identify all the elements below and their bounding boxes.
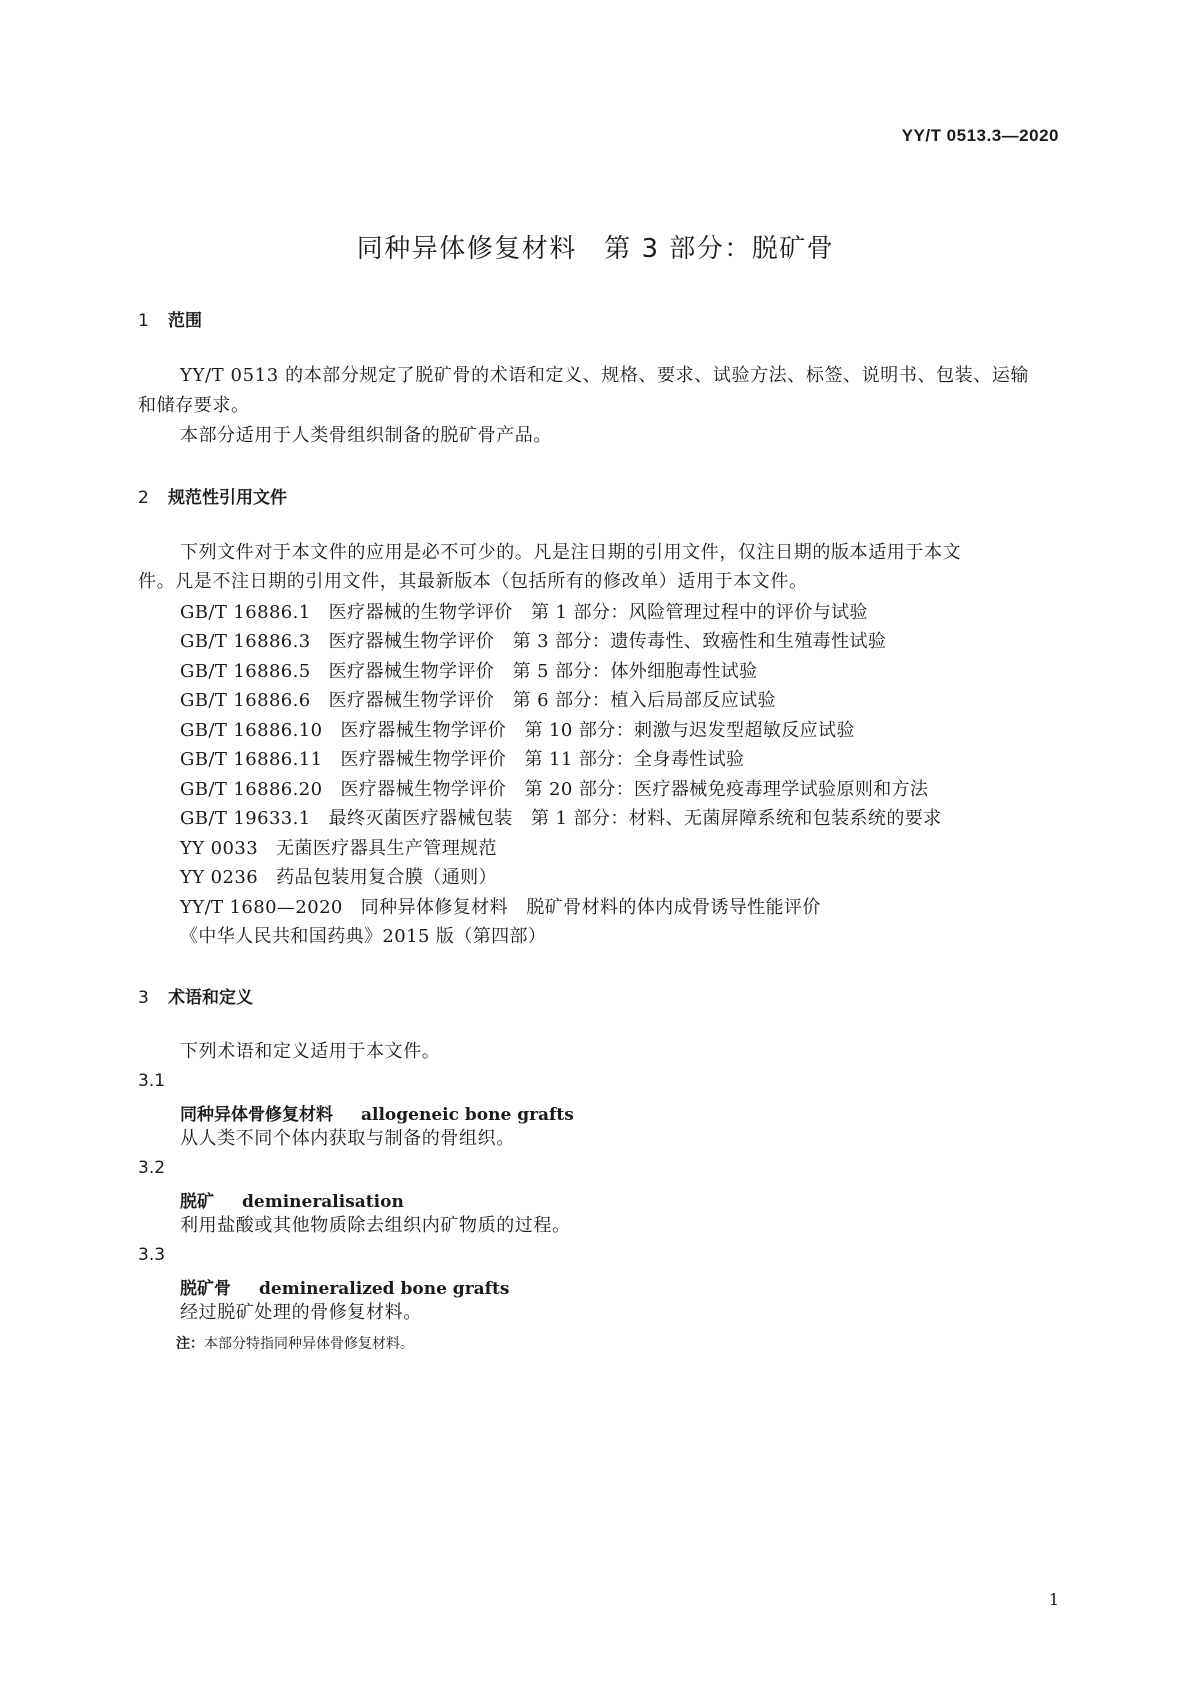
term-en: allogeneic bone grafts (361, 1105, 574, 1125)
term-number: 3.2 (138, 1158, 166, 1178)
reference-title: 同种异体修复材料 脱矿骨材料的体内成骨诱导性能评价 (360, 897, 821, 918)
terms-intro: 下列术语和定义适用于本文件。 (180, 1041, 441, 1062)
reference-item (180, 893, 821, 919)
reference-item (180, 627, 886, 653)
term-entry (180, 1100, 574, 1125)
term-en: demineralisation (242, 1192, 404, 1212)
scope-paragraph-line-2: 和储存要求。 (138, 395, 250, 416)
reference-code: GB/T 16886.5 (180, 661, 311, 682)
reference-code: YY 0033 (180, 838, 259, 859)
term-entry (180, 1274, 509, 1299)
reference-code: GB/T 16886.10 (180, 720, 323, 741)
reference-item (180, 804, 942, 830)
section-title: 规范性引用文件 (168, 488, 287, 508)
term-entry (180, 1187, 404, 1212)
section-number: 3 (138, 988, 149, 1008)
section-number: 2 (138, 488, 149, 508)
term-zh: 脱矿 (180, 1192, 214, 1212)
reference-title: 药品包装用复合膜（通则） (276, 867, 497, 888)
reference-item (180, 863, 497, 889)
scope-paragraph-applicability: 本部分适用于人类骨组织制备的脱矿骨产品。 (180, 425, 552, 446)
term-definition: 利用盐酸或其他物质除去组织内矿物质的过程。 (180, 1215, 571, 1236)
reference-title: 医疗器械生物学评价 第 6 部分：植入后局部反应试验 (328, 690, 776, 711)
reference-title: 无菌医疗器具生产管理规范 (276, 838, 497, 859)
reference-title: 医疗器械生物学评价 第 20 部分：医疗器械免疫毒理学试验原则和方法 (340, 779, 929, 800)
reference-title: 医疗器械生物学评价 第 11 部分：全身毒性试验 (340, 749, 745, 770)
page-number: 1 (1048, 1590, 1059, 1609)
term-definition: 经过脱矿处理的骨修复材料。 (180, 1302, 422, 1323)
reference-title: 《中华人民共和国药典》2015 版（第四部） (180, 926, 547, 947)
reference-code: GB/T 16886.1 (180, 602, 311, 623)
reference-item (180, 745, 744, 771)
section-title: 术语和定义 (168, 988, 253, 1008)
reference-title: 医疗器械生物学评价 第 3 部分：遗传毒性、致癌性和生殖毒性试验 (328, 631, 887, 652)
scope-paragraph-line-1: YY/T 0513 的本部分规定了脱矿骨的术语和定义、规格、要求、试验方法、标签、说明书、包装、运输 (180, 365, 1030, 386)
section-number: 1 (138, 311, 149, 331)
reference-title: 医疗器械生物学评价 第 5 部分：体外细胞毒性试验 (328, 661, 758, 682)
note-text: 本部分特指同种异体骨修复材料。 (204, 1336, 414, 1352)
references-intro-line-2: 件。凡是不注日期的引用文件，其最新版本（包括所有的修改单）适用于本文件。 (138, 571, 808, 592)
section-heading-normative-references (138, 483, 287, 508)
term-number: 3.1 (138, 1071, 166, 1091)
section-heading-scope (138, 306, 202, 331)
document-title: 同种异体修复材料 第 3 部分：脱矿骨 (356, 234, 835, 264)
reference-item (180, 716, 855, 742)
section-heading-terms-definitions (138, 983, 253, 1008)
term-en: demineralized bone grafts (259, 1279, 510, 1299)
term-zh: 脱矿骨 (180, 1279, 231, 1299)
reference-code: YY/T 1680—2020 (180, 897, 343, 918)
standard-code: YY/T 0513.3—2020 (901, 126, 1059, 145)
reference-item (180, 657, 758, 683)
reference-code: GB/T 16886.3 (180, 631, 311, 652)
references-intro-line-1: 下列文件对于本文件的应用是必不可少的。凡是注日期的引用文件，仅注日期的版本适用于本文 (180, 542, 962, 563)
reference-code: GB/T 19633.1 (180, 808, 311, 829)
reference-code: GB/T 16886.11 (180, 749, 323, 770)
reference-code: YY 0236 (180, 867, 259, 888)
section-title: 范围 (168, 311, 202, 331)
reference-code: GB/T 16886.20 (180, 779, 323, 800)
reference-code: GB/T 16886.6 (180, 690, 311, 711)
note (176, 1333, 414, 1353)
term-definition: 从人类不同个体内获取与制备的骨组织。 (180, 1128, 515, 1149)
reference-item (180, 598, 868, 624)
reference-item (180, 686, 776, 712)
reference-title: 医疗器械生物学评价 第 10 部分：刺激与迟发型超敏反应试验 (340, 720, 855, 741)
reference-item (180, 834, 497, 860)
reference-title: 医疗器械的生物学评价 第 1 部分：风险管理过程中的评价与试验 (328, 602, 868, 623)
note-label: 注： (176, 1336, 204, 1352)
term-zh: 同种异体骨修复材料 (180, 1105, 333, 1125)
reference-item (180, 775, 928, 801)
reference-title: 最终灭菌医疗器械包装 第 1 部分：材料、无菌屏障系统和包装系统的要求 (328, 808, 942, 829)
reference-item (180, 922, 546, 948)
term-number: 3.3 (138, 1245, 166, 1265)
